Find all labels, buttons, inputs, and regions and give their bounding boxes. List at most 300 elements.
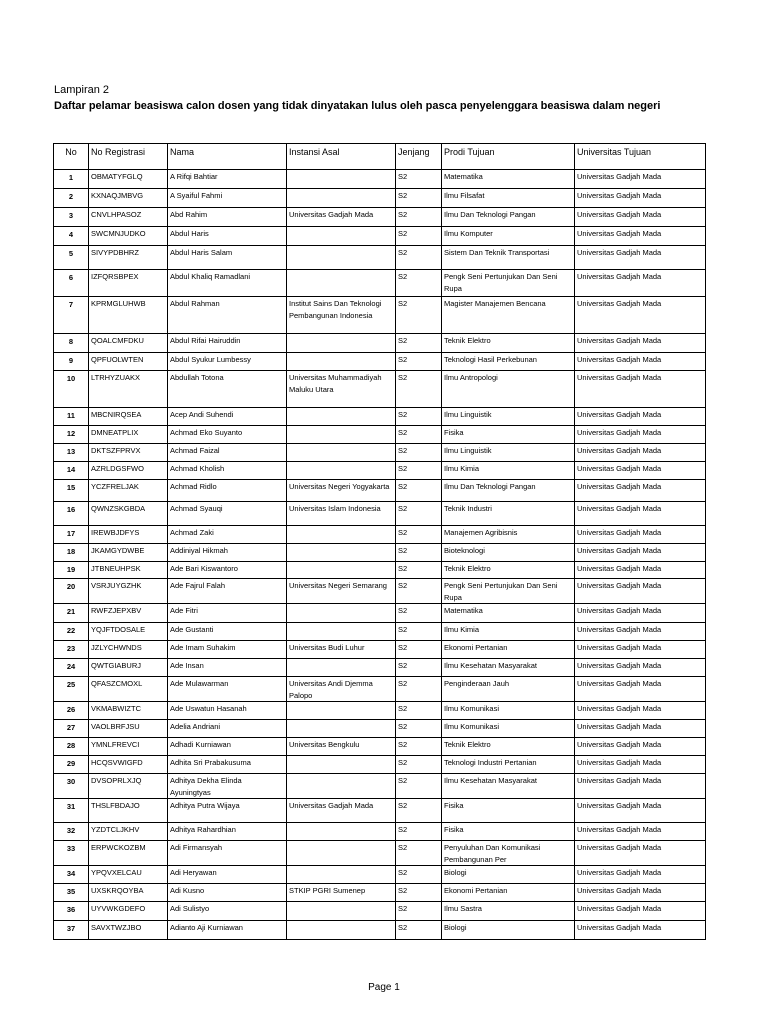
target-program: Ilmu Dan Teknologi Pangan (442, 480, 575, 502)
origin-institution (287, 756, 396, 774)
registration-number: QOALCMFDKU (89, 334, 168, 353)
registration-number: JTBNEUHPSK (89, 562, 168, 579)
origin-institution (287, 720, 396, 738)
table-row (54, 444, 706, 462)
degree-level: S2 (396, 189, 442, 208)
target-program: Manajemen Agribisnis (442, 526, 575, 544)
target-program: Fisika (442, 823, 575, 841)
target-program: Ilmu Kesehatan Masyarakat (442, 774, 575, 799)
origin-institution: Universitas Bengkulu (287, 738, 396, 756)
origin-institution: Universitas Gadjah Mada (287, 799, 396, 823)
row-number: 32 (54, 823, 89, 841)
target-university: Universitas Gadjah Mada (575, 659, 706, 677)
target-university: Universitas Gadjah Mada (575, 544, 706, 562)
applicant-name: Achmad Faizal (168, 444, 287, 462)
registration-number: IREWBJDFYS (89, 526, 168, 544)
table-row (54, 738, 706, 756)
origin-institution (287, 526, 396, 544)
applicant-name: Acep Andi Suhendi (168, 408, 287, 426)
table-row (54, 720, 706, 738)
target-university: Universitas Gadjah Mada (575, 866, 706, 884)
applicant-name: Adhita Sri Prabakusuma (168, 756, 287, 774)
applicant-name: Adhitya Putra Wijaya (168, 799, 287, 823)
registration-number: YQJFTDOSALE (89, 623, 168, 641)
origin-institution (287, 189, 396, 208)
target-university: Universitas Gadjah Mada (575, 823, 706, 841)
row-number: 26 (54, 702, 89, 720)
table-row (54, 297, 706, 334)
target-program: Ilmu Antropologi (442, 371, 575, 408)
applicant-name: Achmad Eko Suyanto (168, 426, 287, 444)
registration-number: OBMATYFGLQ (89, 170, 168, 189)
row-number: 9 (54, 353, 89, 371)
table-row (54, 502, 706, 526)
row-number: 34 (54, 866, 89, 884)
target-university: Universitas Gadjah Mada (575, 720, 706, 738)
target-university: Universitas Gadjah Mada (575, 799, 706, 823)
table-row (54, 823, 706, 841)
degree-level: S2 (396, 170, 442, 189)
origin-institution (287, 270, 396, 297)
degree-level: S2 (396, 502, 442, 526)
target-program: Ilmu Kimia (442, 462, 575, 480)
degree-level: S2 (396, 774, 442, 799)
table-row (54, 902, 706, 921)
applicant-name: Adi Kusno (168, 884, 287, 902)
table-row (54, 579, 706, 604)
degree-level: S2 (396, 297, 442, 334)
target-program: Biologi (442, 921, 575, 940)
target-university: Universitas Gadjah Mada (575, 756, 706, 774)
table-row (54, 246, 706, 270)
column-header: No (54, 144, 89, 170)
applicant-name: Adi Sulistyo (168, 902, 287, 921)
row-number: 37 (54, 921, 89, 940)
degree-level: S2 (396, 823, 442, 841)
target-program: Ilmu Filsafat (442, 189, 575, 208)
target-program: Ilmu Komunikasi (442, 720, 575, 738)
target-program: Matematika (442, 170, 575, 189)
degree-level: S2 (396, 702, 442, 720)
degree-level: S2 (396, 623, 442, 641)
table-row (54, 623, 706, 641)
target-university: Universitas Gadjah Mada (575, 738, 706, 756)
registration-number: QPFUOLWTEN (89, 353, 168, 371)
applicant-name: A Rifqi Bahtiar (168, 170, 287, 189)
degree-level: S2 (396, 562, 442, 579)
applicant-name: Adelia Andriani (168, 720, 287, 738)
target-program: Matematika (442, 604, 575, 623)
registration-number: YMNLFREVCI (89, 738, 168, 756)
origin-institution: Universitas Muhammadiyah Maluku Utara (287, 371, 396, 408)
row-number: 21 (54, 604, 89, 623)
row-number: 8 (54, 334, 89, 353)
table-row (54, 641, 706, 659)
degree-level: S2 (396, 659, 442, 677)
degree-level: S2 (396, 208, 442, 227)
degree-level: S2 (396, 246, 442, 270)
degree-level: S2 (396, 756, 442, 774)
column-header: Universitas Tujuan (575, 144, 706, 170)
row-number: 27 (54, 720, 89, 738)
table-row (54, 604, 706, 623)
row-number: 4 (54, 227, 89, 246)
degree-level: S2 (396, 884, 442, 902)
row-number: 3 (54, 208, 89, 227)
target-university: Universitas Gadjah Mada (575, 353, 706, 371)
document-title: Daftar pelamar beasiswa calon dosen yang tidak dinyatakan lulus oleh pasca penyelenggara beasiswa dalam negeri (54, 100, 661, 112)
origin-institution (287, 866, 396, 884)
applicant-name: Adi Heryawan (168, 866, 287, 884)
degree-level: S2 (396, 677, 442, 702)
applicant-name: Achmad Ridlo (168, 480, 287, 502)
registration-number: KXNAQJMBVG (89, 189, 168, 208)
target-program: Ilmu Dan Teknologi Pangan (442, 208, 575, 227)
origin-institution: Universitas Negeri Yogyakarta (287, 480, 396, 502)
registration-number: YCZFRELJAK (89, 480, 168, 502)
row-number: 18 (54, 544, 89, 562)
row-number: 16 (54, 502, 89, 526)
registration-number: IZFQRSBPEX (89, 270, 168, 297)
registration-number: DMNEATPLIX (89, 426, 168, 444)
registration-number: JKAMGYDWBE (89, 544, 168, 562)
applicant-name: Ade Mulawarman (168, 677, 287, 702)
row-number: 36 (54, 902, 89, 921)
origin-institution (287, 774, 396, 799)
registration-number: KPRMGLUHWB (89, 297, 168, 334)
row-number: 5 (54, 246, 89, 270)
table-row (54, 866, 706, 884)
degree-level: S2 (396, 604, 442, 623)
row-number: 12 (54, 426, 89, 444)
applicant-name: Ade Gustanti (168, 623, 287, 641)
applicant-name: Adi Firmansyah (168, 841, 287, 866)
registration-number: LTRHYZUAKX (89, 371, 168, 408)
row-number: 6 (54, 270, 89, 297)
applicant-name: Adhadi Kurniawan (168, 738, 287, 756)
table-row (54, 659, 706, 677)
degree-level: S2 (396, 579, 442, 604)
table-row (54, 208, 706, 227)
target-program: Ekonomi Pertanian (442, 641, 575, 659)
registration-number: CNVLHPASOZ (89, 208, 168, 227)
origin-institution: Universitas Andi Djemma Palopo (287, 677, 396, 702)
row-number: 19 (54, 562, 89, 579)
registration-number: YZDTCLJKHV (89, 823, 168, 841)
target-university: Universitas Gadjah Mada (575, 526, 706, 544)
target-program: Teknologi Hasil Perkebunan (442, 353, 575, 371)
row-number: 31 (54, 799, 89, 823)
applicant-name: Abd Rahim (168, 208, 287, 227)
target-program: Teknik Elektro (442, 562, 575, 579)
target-program: Pengk Seni Pertunjukan Dan Seni Rupa (442, 579, 575, 604)
table-row (54, 462, 706, 480)
column-header: Nama (168, 144, 287, 170)
table-row (54, 884, 706, 902)
target-program: Ilmu Linguistik (442, 444, 575, 462)
applicant-name: Ade Fajrul Falah (168, 579, 287, 604)
origin-institution (287, 227, 396, 246)
row-number: 33 (54, 841, 89, 866)
target-university: Universitas Gadjah Mada (575, 208, 706, 227)
registration-number: QWNZSKGBDA (89, 502, 168, 526)
degree-level: S2 (396, 841, 442, 866)
table-header-row (54, 144, 706, 170)
origin-institution (287, 170, 396, 189)
applicant-name: Ade Imam Suhakim (168, 641, 287, 659)
target-university: Universitas Gadjah Mada (575, 774, 706, 799)
target-university: Universitas Gadjah Mada (575, 641, 706, 659)
target-university: Universitas Gadjah Mada (575, 426, 706, 444)
degree-level: S2 (396, 462, 442, 480)
target-university: Universitas Gadjah Mada (575, 902, 706, 921)
table-row (54, 562, 706, 579)
table-row (54, 371, 706, 408)
row-number: 23 (54, 641, 89, 659)
origin-institution (287, 353, 396, 371)
registration-number: YPQVXELCAU (89, 866, 168, 884)
registration-number: VSRJUYGZHK (89, 579, 168, 604)
target-program: Pengk Seni Pertunjukan Dan Seni Rupa (442, 270, 575, 297)
origin-institution (287, 246, 396, 270)
row-number: 28 (54, 738, 89, 756)
target-program: Teknik Elektro (442, 334, 575, 353)
degree-level: S2 (396, 720, 442, 738)
target-university: Universitas Gadjah Mada (575, 841, 706, 866)
origin-institution: Institut Sains Dan Teknologi Pembangunan Indonesia (287, 297, 396, 334)
degree-level: S2 (396, 526, 442, 544)
column-header: Prodi Tujuan (442, 144, 575, 170)
applicant-name: Achmad Syauqi (168, 502, 287, 526)
target-university: Universitas Gadjah Mada (575, 562, 706, 579)
row-number: 30 (54, 774, 89, 799)
degree-level: S2 (396, 799, 442, 823)
registration-number: QFASZCMOXL (89, 677, 168, 702)
origin-institution (287, 841, 396, 866)
applicant-name: Ade Uswatun Hasanah (168, 702, 287, 720)
applicant-name: Ade Insan (168, 659, 287, 677)
origin-institution (287, 902, 396, 921)
target-program: Teknologi Industri Pertanian (442, 756, 575, 774)
table-row (54, 408, 706, 426)
applicant-name: Adhitya Dekha Elinda Ayuningtyas (168, 774, 287, 799)
target-program: Bioteknologi (442, 544, 575, 562)
registration-number: VKMABWIZTC (89, 702, 168, 720)
table-row (54, 799, 706, 823)
origin-institution (287, 334, 396, 353)
table-row (54, 353, 706, 371)
degree-level: S2 (396, 408, 442, 426)
target-program: Ilmu Komputer (442, 227, 575, 246)
row-number: 11 (54, 408, 89, 426)
degree-level: S2 (396, 866, 442, 884)
document-heading (54, 83, 754, 114)
origin-institution: Universitas Negeri Semarang (287, 579, 396, 604)
degree-level: S2 (396, 334, 442, 353)
origin-institution: STKIP PGRI Sumenep (287, 884, 396, 902)
degree-level: S2 (396, 270, 442, 297)
target-program: Magister Manajemen Bencana (442, 297, 575, 334)
degree-level: S2 (396, 902, 442, 921)
origin-institution (287, 408, 396, 426)
target-university: Universitas Gadjah Mada (575, 480, 706, 502)
origin-institution (287, 702, 396, 720)
registration-number: DKTSZFPRVX (89, 444, 168, 462)
target-program: Teknik Industri (442, 502, 575, 526)
registration-number: UYVWKGDEFO (89, 902, 168, 921)
degree-level: S2 (396, 480, 442, 502)
applicant-name: Abdul Haris Salam (168, 246, 287, 270)
target-program: Fisika (442, 426, 575, 444)
degree-level: S2 (396, 544, 442, 562)
registration-number: QWTGIABURJ (89, 659, 168, 677)
column-header: No Registrasi (89, 144, 168, 170)
registration-number: RWFZJEPXBV (89, 604, 168, 623)
target-university: Universitas Gadjah Mada (575, 270, 706, 297)
table-row (54, 756, 706, 774)
column-header: Jenjang (396, 144, 442, 170)
origin-institution (287, 562, 396, 579)
table-row (54, 334, 706, 353)
registration-number: JZLYCHWNDS (89, 641, 168, 659)
applicant-name: Abdul Rifai Hairuddin (168, 334, 287, 353)
target-program: Ilmu Kimia (442, 623, 575, 641)
table-row (54, 189, 706, 208)
target-program: Biologi (442, 866, 575, 884)
target-university: Universitas Gadjah Mada (575, 884, 706, 902)
column-header: Instansi Asal (287, 144, 396, 170)
origin-institution: Universitas Budi Luhur (287, 641, 396, 659)
origin-institution (287, 462, 396, 480)
row-number: 14 (54, 462, 89, 480)
table-row (54, 677, 706, 702)
applicant-name: Achmad Zaki (168, 526, 287, 544)
degree-level: S2 (396, 227, 442, 246)
target-university: Universitas Gadjah Mada (575, 677, 706, 702)
page-number: Page 1 (368, 982, 400, 993)
table-row (54, 774, 706, 799)
table-row (54, 544, 706, 562)
target-university: Universitas Gadjah Mada (575, 604, 706, 623)
registration-number: SWCMNJUDKO (89, 227, 168, 246)
applicant-table (53, 143, 706, 940)
origin-institution (287, 921, 396, 940)
registration-number: ERPWCKOZBM (89, 841, 168, 866)
degree-level: S2 (396, 738, 442, 756)
degree-level: S2 (396, 426, 442, 444)
origin-institution (287, 659, 396, 677)
target-university: Universitas Gadjah Mada (575, 702, 706, 720)
origin-institution (287, 623, 396, 641)
applicant-name: Ade Bari Kiswantoro (168, 562, 287, 579)
target-program: Sistem Dan Teknik Transportasi (442, 246, 575, 270)
target-university: Universitas Gadjah Mada (575, 246, 706, 270)
target-university: Universitas Gadjah Mada (575, 444, 706, 462)
target-university: Universitas Gadjah Mada (575, 227, 706, 246)
target-university: Universitas Gadjah Mada (575, 623, 706, 641)
degree-level: S2 (396, 371, 442, 408)
degree-level: S2 (396, 921, 442, 940)
table-row (54, 480, 706, 502)
origin-institution (287, 426, 396, 444)
target-university: Universitas Gadjah Mada (575, 408, 706, 426)
target-university: Universitas Gadjah Mada (575, 579, 706, 604)
applicant-name: Adhitya Rahardhian (168, 823, 287, 841)
registration-number: SAVXTWZJBO (89, 921, 168, 940)
target-program: Ilmu Kesehatan Masyarakat (442, 659, 575, 677)
table-row (54, 841, 706, 866)
origin-institution (287, 823, 396, 841)
attachment-label: Lampiran 2 (54, 84, 110, 96)
row-number: 25 (54, 677, 89, 702)
registration-number: AZRLDGSFWO (89, 462, 168, 480)
row-number: 15 (54, 480, 89, 502)
applicant-name: Ade Fitri (168, 604, 287, 623)
applicant-name: Abdullah Totona (168, 371, 287, 408)
row-number: 2 (54, 189, 89, 208)
target-university: Universitas Gadjah Mada (575, 170, 706, 189)
registration-number: MBCNIRQSEA (89, 408, 168, 426)
table-row (54, 921, 706, 940)
origin-institution (287, 604, 396, 623)
applicant-name: Addiniyal Hikmah (168, 544, 287, 562)
target-program: Ilmu Sastra (442, 902, 575, 921)
registration-number: THSLFBDAJO (89, 799, 168, 823)
target-program: Teknik Elektro (442, 738, 575, 756)
table-row (54, 526, 706, 544)
row-number: 17 (54, 526, 89, 544)
registration-number: UXSKRQOYBA (89, 884, 168, 902)
table-row (54, 426, 706, 444)
origin-institution (287, 444, 396, 462)
degree-level: S2 (396, 353, 442, 371)
registration-number: DVSOPRLXJQ (89, 774, 168, 799)
target-university: Universitas Gadjah Mada (575, 371, 706, 408)
table-row (54, 170, 706, 189)
target-university: Universitas Gadjah Mada (575, 189, 706, 208)
target-program: Ilmu Komunikasi (442, 702, 575, 720)
table-body (54, 170, 706, 940)
target-university: Universitas Gadjah Mada (575, 334, 706, 353)
table-row (54, 270, 706, 297)
table-row (54, 227, 706, 246)
degree-level: S2 (396, 641, 442, 659)
registration-number: SIVYPDBHRZ (89, 246, 168, 270)
applicant-name: Abdul Syukur Lumbessy (168, 353, 287, 371)
table-row (54, 702, 706, 720)
row-number: 13 (54, 444, 89, 462)
target-university: Universitas Gadjah Mada (575, 462, 706, 480)
row-number: 29 (54, 756, 89, 774)
applicant-name: Abdul Khaliq Ramadlani (168, 270, 287, 297)
row-number: 1 (54, 170, 89, 189)
applicant-name: Abdul Rahman (168, 297, 287, 334)
row-number: 7 (54, 297, 89, 334)
target-university: Universitas Gadjah Mada (575, 297, 706, 334)
target-program: Ekonomi Pertanian (442, 884, 575, 902)
applicant-name: Adianto Aji Kurniawan (168, 921, 287, 940)
target-program: Penyuluhan Dan Komunikasi Pembangunan Per (442, 841, 575, 866)
applicant-name: Abdul Haris (168, 227, 287, 246)
applicant-name: Achmad Kholish (168, 462, 287, 480)
target-program: Ilmu Linguistik (442, 408, 575, 426)
row-number: 20 (54, 579, 89, 604)
row-number: 22 (54, 623, 89, 641)
target-program: Penginderaan Jauh (442, 677, 575, 702)
target-university: Universitas Gadjah Mada (575, 502, 706, 526)
row-number: 24 (54, 659, 89, 677)
origin-institution: Universitas Gadjah Mada (287, 208, 396, 227)
